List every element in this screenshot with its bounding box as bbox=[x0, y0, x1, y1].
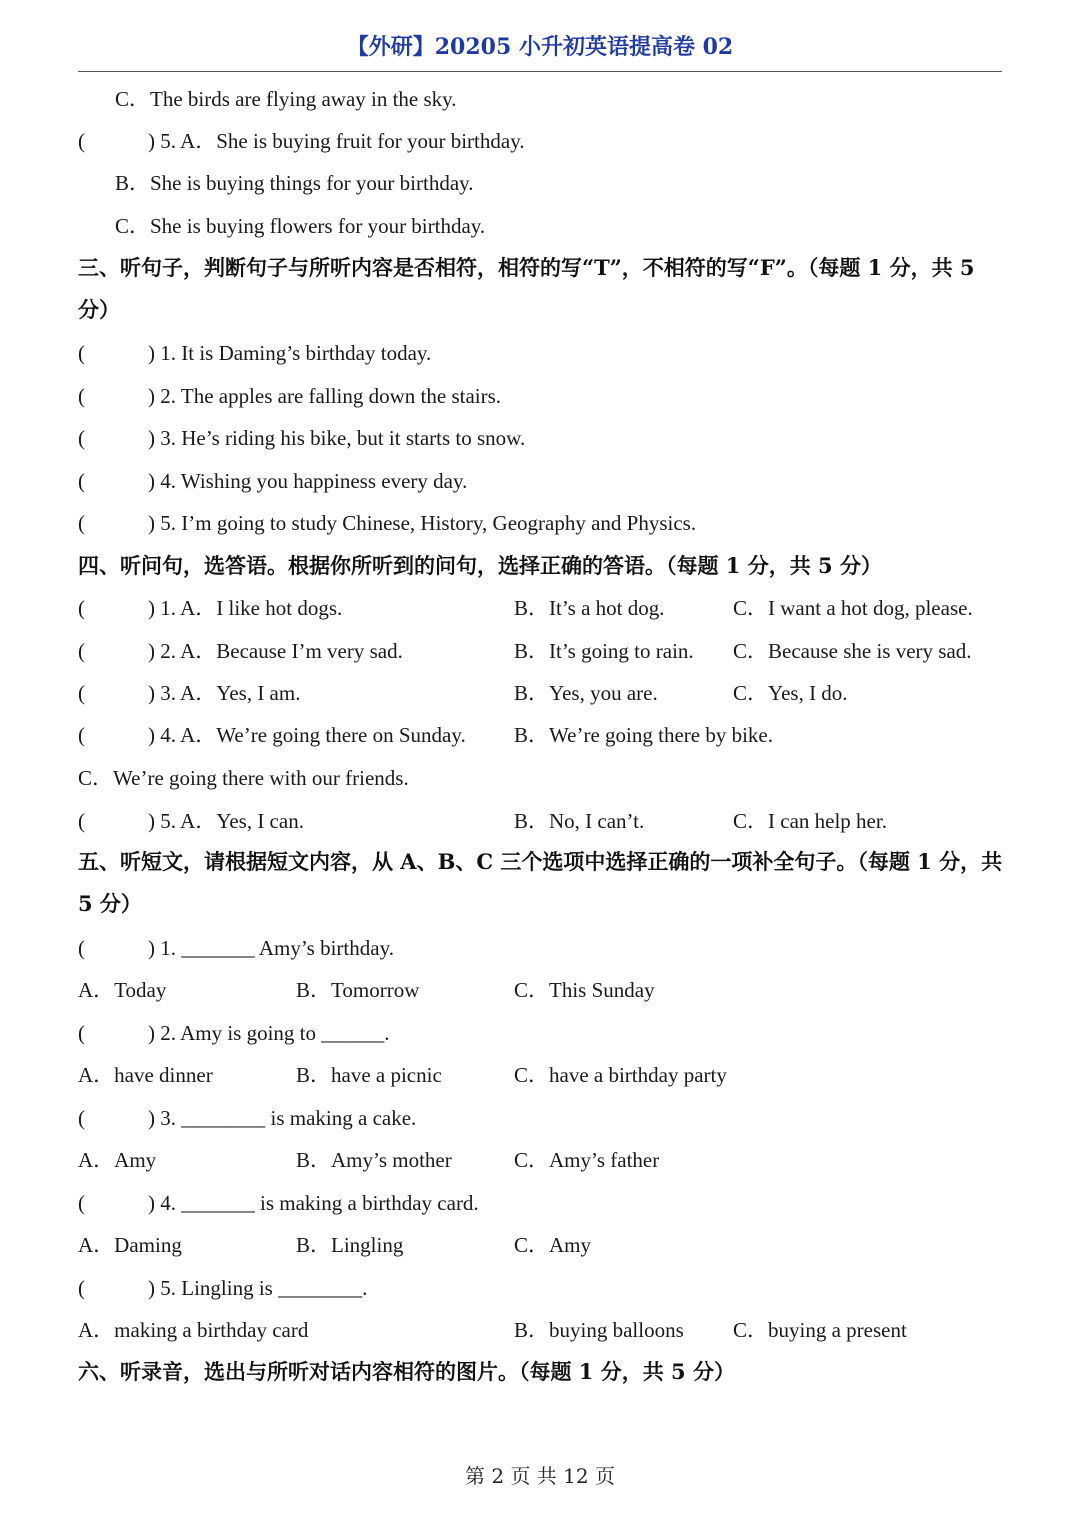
option-c: C．I want a hot dog, please. bbox=[733, 596, 973, 620]
answer-paren: ( bbox=[78, 469, 85, 493]
close-paren: ) bbox=[148, 341, 155, 365]
option-c: C．This Sunday bbox=[514, 978, 655, 1002]
question-stem: 3. He’s riding his bike, but it starts to snow. bbox=[160, 426, 526, 450]
question-stem: 2. The apples are falling down the stairs. bbox=[160, 384, 502, 408]
close-paren: ) bbox=[148, 426, 155, 450]
option-a: A．Amy bbox=[78, 1148, 157, 1172]
question-text bbox=[148, 720, 466, 750]
option-a: 2. A．Because I’m very sad. bbox=[160, 639, 403, 663]
question-stem: 1. It is Daming’s birthday today. bbox=[160, 341, 432, 365]
document-header: 【外研】20205 小升初英语提高卷 02 bbox=[346, 34, 734, 60]
question-text bbox=[148, 933, 394, 963]
section-heading: 三、听句子，判断句子与所听内容是否相符，相符的写“T”，不相符的写“F”。（每题 1 分，共 5 分） bbox=[78, 255, 975, 322]
question-text bbox=[148, 1273, 367, 1303]
answer-paren: ( bbox=[78, 1021, 85, 1045]
answer-paren: ( bbox=[78, 809, 85, 833]
question-text bbox=[148, 508, 696, 538]
answer-paren: ( bbox=[78, 596, 85, 620]
option-a: 1. A．I like hot dogs. bbox=[160, 596, 343, 620]
answer-paren: ( bbox=[78, 723, 85, 747]
close-paren: ) bbox=[148, 1106, 155, 1130]
question-text bbox=[148, 1188, 479, 1218]
question-text bbox=[148, 466, 467, 496]
option-text: B．She is buying things for your birthday. bbox=[115, 171, 474, 195]
answer-paren: ( bbox=[78, 639, 85, 663]
option-b: B．It’s a hot dog. bbox=[514, 596, 665, 620]
answer-paren: ( bbox=[78, 1191, 85, 1215]
close-paren: ) bbox=[148, 1276, 155, 1300]
answer-paren: ( bbox=[78, 384, 85, 408]
question-stem: 5. Lingling is ________. bbox=[160, 1276, 368, 1300]
question-stem: 1. _______ Amy’s birthday. bbox=[160, 936, 394, 960]
option-c: C．Because she is very sad. bbox=[733, 639, 972, 663]
question-stem: 5. I’m going to study Chinese, History, Geography and Physics. bbox=[160, 511, 697, 535]
answer-paren: ( bbox=[78, 1276, 85, 1300]
section-heading: 四、听问句，选答语。根据你所听到的问句，选择正确的答语。（每题 1 分，共 5 分） bbox=[78, 553, 882, 578]
question-stem: 3. ________ is making a cake. bbox=[160, 1106, 417, 1130]
answer-paren: ( bbox=[78, 1106, 85, 1130]
answer-paren: ( bbox=[78, 426, 85, 450]
option-b: B．have a picnic bbox=[296, 1063, 442, 1087]
section-heading: 六、听录音，选出与所听对话内容相符的图片。（每题 1 分，共 5 分） bbox=[78, 1359, 735, 1384]
option-text: C．The birds are flying away in the sky. bbox=[115, 87, 457, 111]
answer-paren: ( bbox=[78, 681, 85, 705]
question-text bbox=[148, 1018, 390, 1048]
question-text bbox=[148, 593, 342, 623]
option-b: B．No, I can’t. bbox=[514, 809, 645, 833]
option-b: B．Amy’s mother bbox=[296, 1148, 452, 1172]
option-a: A．Today bbox=[78, 978, 167, 1002]
question-text bbox=[148, 1103, 416, 1133]
close-paren: ) bbox=[148, 681, 155, 705]
option-a: 5. A．Yes, I can. bbox=[160, 809, 304, 833]
close-paren: ) bbox=[148, 596, 155, 620]
option-a: 4. A．We’re going there on Sunday. bbox=[160, 723, 466, 747]
option-c: C．buying a present bbox=[733, 1318, 907, 1342]
option-b: B．Lingling bbox=[296, 1233, 404, 1257]
close-paren: ) bbox=[148, 723, 155, 747]
close-paren: ) bbox=[148, 809, 155, 833]
close-paren: ) bbox=[148, 936, 155, 960]
option-b: B．Tomorrow bbox=[296, 978, 420, 1002]
option-a: A．have dinner bbox=[78, 1063, 213, 1087]
close-paren: ) bbox=[148, 384, 155, 408]
close-paren: ) bbox=[148, 469, 155, 493]
question-stem: 4. Wishing you happiness every day. bbox=[160, 469, 468, 493]
option-c: C．Amy’s father bbox=[514, 1148, 660, 1172]
question-text: ) 5. A．She is buying fruit for your birthday. bbox=[148, 129, 525, 153]
option-a: A．Daming bbox=[78, 1233, 182, 1257]
header-rule bbox=[78, 71, 1002, 72]
question-text bbox=[148, 423, 525, 453]
question-stem: 2. Amy is going to ______. bbox=[160, 1021, 390, 1045]
answer-paren: ( bbox=[78, 511, 85, 535]
close-paren: ) bbox=[148, 1021, 155, 1045]
close-paren: ) bbox=[148, 511, 155, 535]
option-a: 3. A．Yes, I am. bbox=[160, 681, 301, 705]
option-b: B．We’re going there by bike. bbox=[514, 723, 773, 747]
option-b: B．buying balloons bbox=[514, 1318, 684, 1342]
option-c: C．Yes, I do. bbox=[733, 681, 848, 705]
option-a: A．making a birthday card bbox=[78, 1318, 309, 1342]
answer-paren: ( bbox=[78, 936, 85, 960]
option-c: C．Amy bbox=[514, 1233, 592, 1257]
close-paren: ) bbox=[148, 1191, 155, 1215]
option-text: C．She is buying flowers for your birthday. bbox=[115, 214, 486, 238]
page-number: 第 2 页 共 12 页 bbox=[465, 1464, 615, 1488]
question-text bbox=[148, 381, 501, 411]
option-c: C．We’re going there with our friends. bbox=[78, 766, 409, 790]
option-b: B．Yes, you are. bbox=[514, 681, 658, 705]
question-text bbox=[148, 636, 403, 666]
option-b: B．It’s going to rain. bbox=[514, 639, 694, 663]
option-c: C．have a birthday party bbox=[514, 1063, 727, 1087]
answer-paren: ( bbox=[78, 341, 85, 365]
question-stem: 4. _______ is making a birthday card. bbox=[160, 1191, 479, 1215]
question-text bbox=[148, 338, 431, 368]
question-text bbox=[148, 806, 304, 836]
option-c: C．I can help her. bbox=[733, 809, 887, 833]
answer-paren: ( bbox=[78, 129, 85, 153]
close-paren: ) bbox=[148, 639, 155, 663]
question-text bbox=[148, 678, 300, 708]
section-heading: 五、听短文，请根据短文内容，从 A、B、C 三个选项中选择正确的一项补全句子。（每题 1 分，共 5 分） bbox=[78, 849, 1003, 916]
